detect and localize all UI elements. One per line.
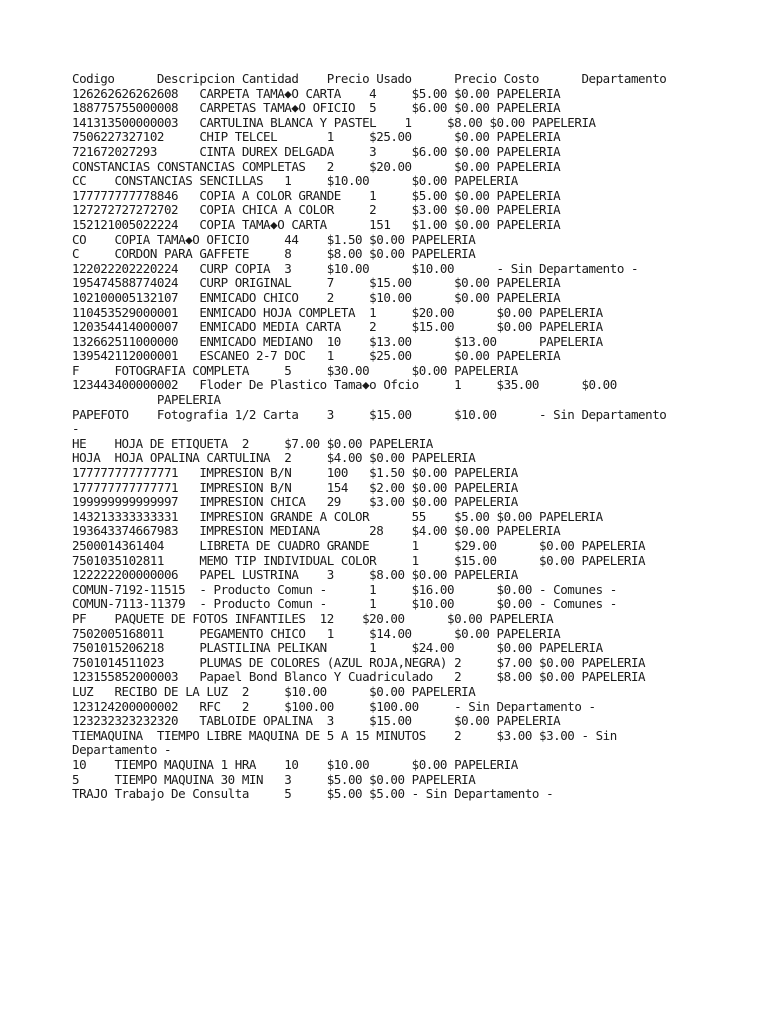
report-line: 122022202220224 CURP COPIA 3 $10.00 $10.00 - Sin Departamento - bbox=[72, 260, 639, 276]
inventory-report-text bbox=[72, 72, 712, 802]
report-line: 7501015206218 PLASTILINA PELIKAN 1 $24.00 $0.00 PAPELERIA bbox=[72, 640, 603, 656]
report-line: 127272727272702 COPIA CHICA A COLOR 2 $3.00 $0.00 PAPELERIA bbox=[72, 202, 561, 218]
report-line: LUZ RECIBO DE LA LUZ 2 $10.00 $0.00 PAPELERIA bbox=[72, 683, 476, 699]
report-line: 110453529000001 ENMICADO HOJA COMPLETA 1 $20.00 $0.00 PAPELERIA bbox=[72, 304, 603, 320]
report-line: C CORDON PARA GAFFETE 8 $8.00 $0.00 PAPELERIA bbox=[72, 246, 476, 262]
report-line: TIEMAQUINA TIEMPO LIBRE MAQUINA DE 5 A 15 MINUTOS 2 $3.00 $3.00 - Sin bbox=[72, 727, 617, 743]
report-line: 188775755000008 CARPETAS TAMA◆O OFICIO 5 $6.00 $0.00 PAPELERIA bbox=[72, 100, 561, 116]
report-line: 143213333333331 IMPRESION GRANDE A COLOR 55 $5.00 $0.00 PAPELERIA bbox=[72, 508, 603, 524]
report-line: 5 TIEMPO MAQUINA 30 MIN 3 $5.00 $0.00 PAPELERIA bbox=[72, 771, 476, 787]
report-line: CO COPIA TAMA◆O OFICIO 44 $1.50 $0.00 PAPELERIA bbox=[72, 231, 476, 247]
report-line: 139542112000001 ESCANEO 2-7 DOC 1 $25.00 $0.00 PAPELERIA bbox=[72, 348, 561, 364]
report-line: 7506227327102 CHIP TELCEL 1 $25.00 $0.00 PAPELERIA bbox=[72, 129, 561, 145]
report-line: 7501035102811 MEMO TIP INDIVIDUAL COLOR 1 $15.00 $0.00 PAPELERIA bbox=[72, 552, 646, 568]
report-line: 123155852000003 Papael Bond Blanco Y Cuadriculado 2 $8.00 $0.00 PAPELERIA bbox=[72, 669, 646, 685]
report-line: - bbox=[72, 421, 80, 437]
report-line: CONSTANCIAS CONSTANCIAS COMPLETAS 2 $20.00 $0.00 PAPELERIA bbox=[72, 158, 561, 174]
report-line: PF PAQUETE DE FOTOS INFANTILES 12 $20.00 $0.00 PAPELERIA bbox=[72, 610, 554, 626]
report-line: 123124200000002 RFC 2 $100.00 $100.00 - Sin Departamento - bbox=[72, 698, 596, 714]
report-line: 195474588774024 CURP ORIGINAL 7 $15.00 $0.00 PAPELERIA bbox=[72, 275, 561, 291]
report-line: 7502005168011 PEGAMENTO CHICO 1 $14.00 $0.00 PAPELERIA bbox=[72, 625, 561, 641]
report-line: F FOTOGRAFIA COMPLETA 5 $30.00 $0.00 PAPELERIA bbox=[72, 362, 518, 378]
report-line: COMUN-7113-11379 - Producto Comun - 1 $10.00 $0.00 - Comunes - bbox=[72, 596, 617, 612]
report-line: 721672027293 CINTA DUREX DELGADA 3 $6.00 $0.00 PAPELERIA bbox=[72, 143, 561, 159]
report-line: 102100005132107 ENMICADO CHICO 2 $10.00 $0.00 PAPELERIA bbox=[72, 289, 561, 305]
report-line: 193643374667983 IMPRESION MEDIANA 28 $4.00 $0.00 PAPELERIA bbox=[72, 523, 561, 539]
report-line: 177777777778846 COPIA A COLOR GRANDE 1 $5.00 $0.00 PAPELERIA bbox=[72, 187, 561, 203]
report-line: COMUN-7192-11515 - Producto Comun - 1 $16.00 $0.00 - Comunes - bbox=[72, 581, 617, 597]
report-line: HOJA HOJA OPALINA CARTULINA 2 $4.00 $0.00 PAPELERIA bbox=[72, 450, 476, 466]
report-header-line: Codigo Descripcion Cantidad Precio Usado Precio Costo Departamento bbox=[72, 71, 667, 86]
report-line: 152121005022224 COPIA TAMA◆O CARTA 151 $1.00 $0.00 PAPELERIA bbox=[72, 216, 561, 232]
report-line: 120354414000007 ENMICADO MEDIA CARTA 2 $15.00 $0.00 PAPELERIA bbox=[72, 319, 603, 335]
report-line: 122222200000006 PAPEL LUSTRINA 3 $8.00 $0.00 PAPELERIA bbox=[72, 567, 518, 583]
report-line: 2500014361404 LIBRETA DE CUADRO GRANDE 1 $29.00 $0.00 PAPELERIA bbox=[72, 538, 646, 553]
report-line: 177777777777771 IMPRESION B/N 100 $1.50 $0.00 PAPELERIA bbox=[72, 465, 518, 481]
report-line: 7501014511023 PLUMAS DE COLORES (AZUL ROJA,NEGRA) 2 $7.00 $0.00 PAPELERIA bbox=[72, 654, 646, 670]
report-line: TRAJO Trabajo De Consulta 5 $5.00 $5.00 - Sin Departamento - bbox=[72, 786, 554, 802]
report-line: 123443400000002 Floder De Plastico Tama◆o Ofcio 1 $35.00 $0.00 bbox=[72, 377, 617, 393]
report-line: 199999999999997 IMPRESION CHICA 29 $3.00 $0.00 PAPELERIA bbox=[72, 494, 518, 510]
report-line: PAPEFOTO Fotografia 1/2 Carta 3 $15.00 $10.00 - Sin Departamento bbox=[72, 406, 667, 422]
report-line: 10 TIEMPO MAQUINA 1 HRA 10 $10.00 $0.00 PAPELERIA bbox=[72, 756, 518, 772]
report-line: 123232323232320 TABLOIDE OPALINA 3 $15.00 $0.00 PAPELERIA bbox=[72, 713, 561, 729]
report-line: 141313500000003 CARTULINA BLANCA Y PASTEL 1 $8.00 $0.00 PAPELERIA bbox=[72, 114, 596, 130]
report-line: Departamento - bbox=[72, 742, 172, 758]
report-line: HE HOJA DE ETIQUETA 2 $7.00 $0.00 PAPELERIA bbox=[72, 435, 433, 451]
report-line: CC CONSTANCIAS SENCILLAS 1 $10.00 $0.00 PAPELERIA bbox=[72, 173, 518, 189]
report-line: 126262626262608 CARPETA TAMA◆O CARTA 4 $5.00 $0.00 PAPELERIA bbox=[72, 85, 561, 101]
report-line: 132662511000000 ENMICADO MEDIANO 10 $13.00 $13.00 PAPELERIA bbox=[72, 333, 603, 349]
report-line: PAPELERIA bbox=[72, 392, 221, 408]
report-line: 177777777777771 IMPRESION B/N 154 $2.00 $0.00 PAPELERIA bbox=[72, 479, 518, 495]
